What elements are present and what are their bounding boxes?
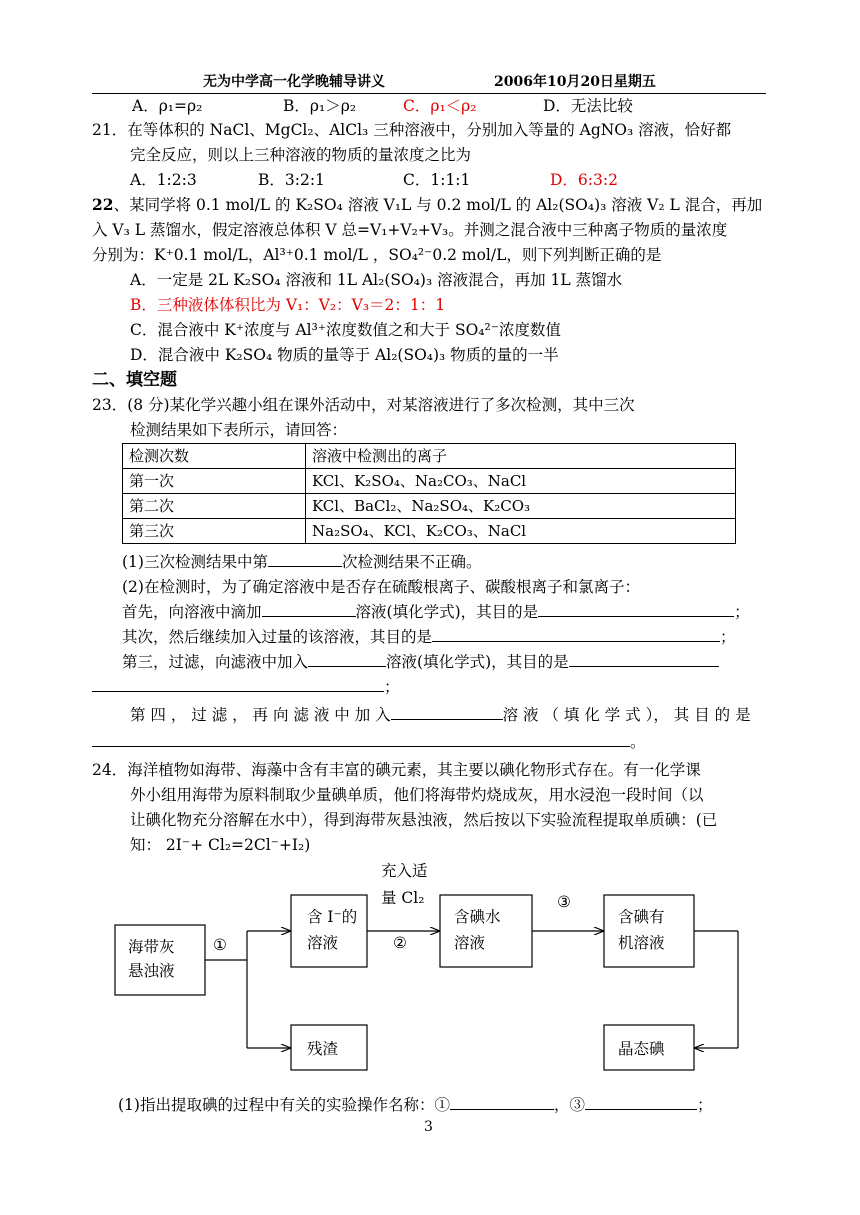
q21-option-d: D．6:3:2 bbox=[550, 171, 618, 189]
q20-option-a: A．ρ₁=ρ₂ bbox=[132, 97, 203, 115]
box3-line2: 溶液 bbox=[454, 934, 486, 952]
table-cell: Na₂SO₄、KCl、K₂CO₃、NaCl bbox=[306, 519, 736, 544]
box2-line2: 溶液 bbox=[307, 934, 339, 952]
q20-option-b: B．ρ₁＞ρ₂ bbox=[283, 97, 357, 115]
box3-line1: 含碘水 bbox=[454, 908, 501, 926]
q22-line3: 分别为：K⁺0.1 mol/L，Al³⁺0.1 mol/L ，SO₄²⁻0.2 mol/L，则下列判断正确的是 bbox=[92, 246, 662, 264]
table-cell: KCl、BaCl₂、Na₂SO₄、K₂CO₃ bbox=[306, 494, 736, 519]
table-cell: KCl、K₂SO₄、Na₂CO₃、NaCl bbox=[306, 469, 736, 494]
q23-part1: (1)三次检测结果中第 次检测结果不正确。 bbox=[122, 553, 482, 571]
box6-label: 晶态碘 bbox=[618, 1040, 665, 1058]
q22-option-d: D．混合液中 K₂SO₄ 物质的量等于 Al₂(SO₄)₃ 物质的量的一半 bbox=[130, 346, 559, 364]
answer-blank[interactable] bbox=[585, 1095, 697, 1110]
q24-part1: (1)指出提取碘的过程中有关的实验操作名称：① ，③ ； bbox=[118, 1096, 713, 1114]
q21-option-a: A．1:2:3 bbox=[130, 171, 197, 189]
q24-line3: 让碘化物充分溶解在水中），得到海带灰悬浊液，然后按以下实验流程提取单质碘：(已 bbox=[130, 811, 718, 829]
cl2-note-line1: 充入适 bbox=[381, 862, 428, 880]
box4-line1: 含碘有 bbox=[618, 908, 665, 926]
page-number: 3 bbox=[424, 1119, 433, 1135]
q22-number: 22 bbox=[92, 195, 114, 214]
q20-option-c: C．ρ₁＜ρ₂ bbox=[403, 97, 477, 115]
q24-line2: 外小组用海带为原料制取少量碘单质，他们将海带灼烧成灰，用水浸泡一段时间（以 bbox=[130, 786, 704, 804]
box-ash-suspension bbox=[115, 925, 205, 995]
q23-step4: 第 四 ， 过 滤 ， 再 向 滤 液 中 加 入 溶 液 （ 填 化 学 式 ）， 其 目 的 是 bbox=[130, 706, 751, 724]
table-header-cell: 溶液中检测出的离子 bbox=[306, 444, 736, 469]
table-cell: 第二次 bbox=[123, 494, 306, 519]
section-heading: 二、填空题 bbox=[92, 370, 177, 390]
box1-line2: 悬浊液 bbox=[128, 962, 175, 980]
table-cell: 第一次 bbox=[123, 469, 306, 494]
q24-line4: 知： 2I⁻+ Cl₂=2Cl⁻+I₂) bbox=[130, 836, 311, 854]
box2-line1: 含 I⁻的 bbox=[307, 908, 358, 926]
q22-option-b: B．三种液体体积比为 V₁：V₂：V₃＝2：1：1 bbox=[130, 296, 446, 314]
answer-blank[interactable] bbox=[450, 1095, 554, 1110]
table-cell: 第三次 bbox=[123, 519, 306, 544]
box1-line1: 海带灰 bbox=[128, 938, 175, 956]
q21-line2: 完全反应，则以上三种溶液的物质的量浓度之比为 bbox=[130, 146, 472, 164]
header-title: 无为中学高一化学晚辅导讲义 bbox=[203, 74, 385, 90]
q22-line1: 22、某同学将 0.1 mol/L 的 K₂SO₄ 溶液 V₁L 与 0.2 mol/L 的 Al₂(SO₄)₃ 溶液 V₂ L 混合，再加 bbox=[92, 195, 763, 214]
step-2-label: ② bbox=[393, 934, 407, 952]
q23-step3-cont: ； bbox=[92, 677, 400, 697]
q22-option-c: C．混合液中 K⁺浓度与 Al³⁺浓度数值之和大于 SO₄²⁻浓度数值 bbox=[130, 321, 561, 339]
q23-step4-cont: 。 bbox=[92, 732, 646, 752]
q22-option-a: A．一定是 2L K₂SO₄ 溶液和 1L Al₂(SO₄)₃ 溶液混合，再加 1L 蒸馏水 bbox=[130, 271, 623, 289]
box4-line2: 机溶液 bbox=[618, 934, 665, 952]
box-iodide-solution bbox=[291, 895, 367, 967]
cl2-note-line2: 量 Cl₂ bbox=[381, 889, 425, 907]
q21-option-c: C．1:1:1 bbox=[403, 171, 471, 189]
table-header-cell: 检测次数 bbox=[123, 444, 306, 469]
q20-option-d: D．无法比较 bbox=[543, 97, 633, 115]
q23-line1: 23．(8 分)某化学兴趣小组在课外活动中，对某溶液进行了多次检测，其中三次 bbox=[92, 396, 635, 414]
q21-line1: 21．在等体积的 NaCl、MgCl₂、AlCl₃ 三种溶液中，分别加入等量的 AgNO₃ 溶液，恰好都 bbox=[92, 121, 732, 139]
q23-line2: 检测结果如下表所示，请回答： bbox=[130, 421, 348, 439]
step-1-label: ① bbox=[213, 936, 227, 954]
step-3-label: ③ bbox=[557, 893, 571, 911]
q23-step3: 第三，过滤，向滤液中加入 溶液(填化学式)，其目的是 bbox=[122, 652, 719, 672]
q23-step2: 其次，然后继续加入过量的该溶液，其目的是 ； bbox=[122, 628, 736, 646]
q21-option-b: B．3:2:1 bbox=[258, 171, 325, 189]
box-iodine-organic bbox=[604, 895, 694, 967]
box5-label: 残渣 bbox=[307, 1040, 339, 1058]
box-iodine-water bbox=[440, 895, 532, 967]
q24-line1: 24．海洋植物如海带、海藻中含有丰富的碘元素，其主要以碘化物形式存在。有一化学课 bbox=[92, 761, 701, 779]
q22-line2: 入 V₃ L 蒸馏水，假定溶液总体积 V 总=V₁+V₂+V₃。并测之混合液中三种离子物质的量浓度 bbox=[92, 221, 728, 239]
q23-part2: (2)在检测时，为了确定溶液中是否存在硫酸根离子、碳酸根离子和氯离子： bbox=[122, 578, 640, 596]
q23-step1: 首先，向溶液中滴加 溶液(填化学式)，其目的是 ； bbox=[122, 603, 750, 621]
header-date: 2006年10月20日星期五 bbox=[494, 74, 656, 90]
